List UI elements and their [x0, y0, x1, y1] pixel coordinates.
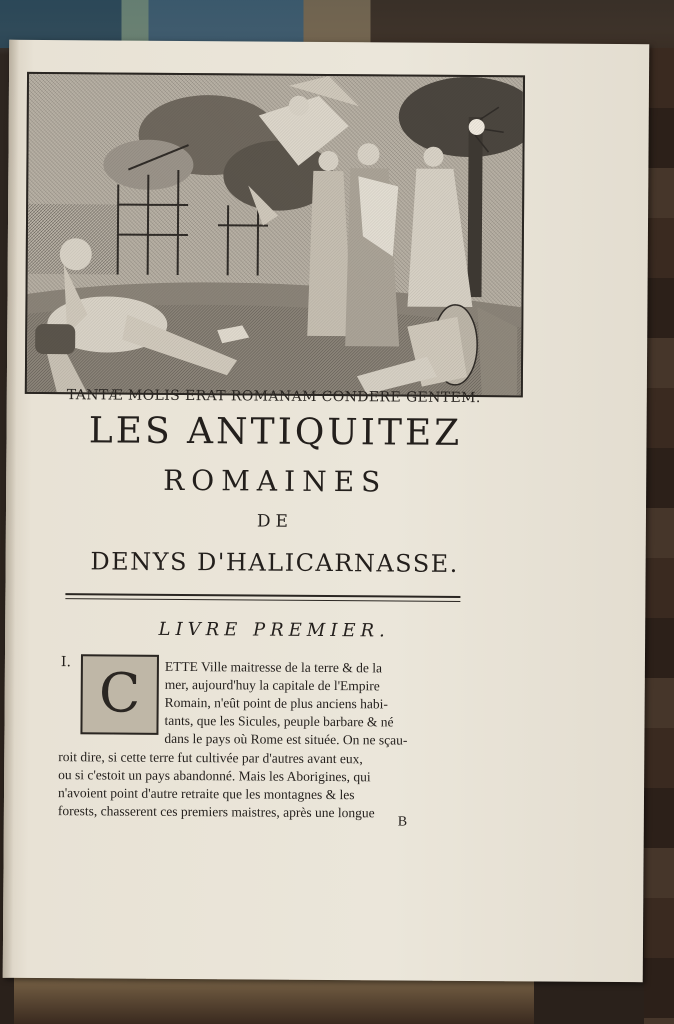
title-line-4: DENYS D'HALICARNASSE. [90, 547, 459, 578]
title-line-2: ROMAINES [163, 463, 388, 499]
books-right-background [644, 48, 674, 1024]
body-text-line: dans le pays où Rome est située. On ne sçau- [164, 730, 408, 748]
book-cover-edge [14, 975, 534, 1024]
title-line-3: DE [256, 511, 294, 532]
drop-cap-letter: C [98, 661, 141, 725]
body-text-line: ETTE Ville maitresse de la terre & de la [164, 658, 383, 676]
book-page [3, 40, 650, 982]
drop-cap-ornament [80, 654, 159, 735]
title-rule-divider [65, 593, 460, 602]
body-text-line: n'avoient point d'autre retraite que les montagnes & les [57, 785, 355, 803]
title-line-1: LES ANTIQUITEZ [88, 410, 463, 454]
body-text-line: Romain, n'eût point de plus anciens habi- [164, 694, 388, 712]
body-text-line: forests, chasserent ces premiers maistres, après une longue [57, 803, 375, 821]
signature-mark: B [397, 814, 408, 830]
frontispiece-engraving [25, 72, 525, 397]
engraving-motto: TANTÆ MOLIS ERAT ROMANAM CONDERE GENTEM. [66, 387, 481, 407]
body-text-line: mer, aujourd'huy la capitale de l'Empire [164, 676, 380, 694]
body-text-line: ou si c'estoit un pays abandonné. Mais les Aborigines, qui [58, 767, 371, 785]
engraving-illustration [27, 74, 523, 395]
book-heading: LIVRE PREMIER. [158, 618, 390, 642]
chapter-number: I. [60, 654, 71, 671]
body-text-line: tants, que les Sicules, peuple barbare & né [164, 712, 394, 730]
body-text-line: roit dire, si cette terre fut cultivée par d'autres avant eux, [58, 749, 363, 767]
